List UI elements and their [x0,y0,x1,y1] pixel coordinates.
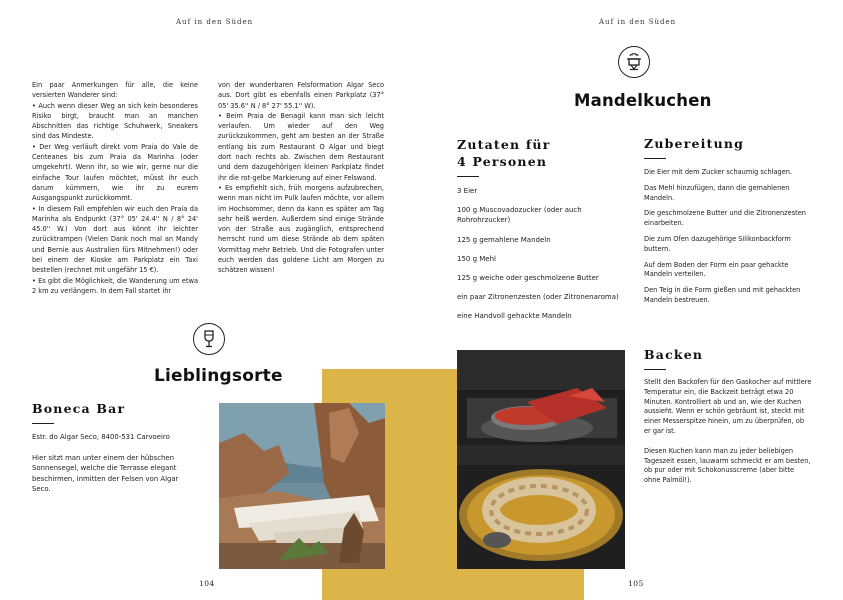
left-column-1 [32,80,198,296]
text-paragraph: • Beim Praia de Benagil kann man sich leicht verlaufen. Um wieder auf den Weg zurückzukommen, geht am besten an der Straße entlang bis zum Restaurant O Algar und biegt dort nach rechts ab. Zwischen dem Restaurant und dem dazugehörigen kleinen Parkplatz findet ihr die rot-gelbe Markierung auf einer Felswand. [218,111,384,182]
ingredients-heading: Zutaten für 4 Personen [457,137,551,169]
section-title: Lieblingsorte [154,366,283,386]
list-item: Den Teig in die Form gießen und mit gehackten Mandeln bestreuen. [644,286,801,304]
text-paragraph: • Der Weg verläuft direkt vom Praia do Vale de Centeanes bis zum Praia da Marinha (oder umgekehrt). Wenn ihr, so wie wir, gerne nur die einfache Tour laufen möchtet, müsst ihr euch darum kümmern, wie ihr zu eurem Ausgangspunkt zurückkommt. [32,142,198,203]
list-item: eine Handvoll gehackte Mandeln [457,312,572,321]
list-item: 125 g gemahlene Mandeln [457,235,551,244]
text-paragraph: • Es empfiehlt sich, früh morgens aufzubrechen, wenn man nicht im Pulk laufen möchte, vor allem im Hochsommer, denn da kann es später am Tag sehr heiß werden. Außerdem sind einige Strände von der Straße aus zugänglich, entsprechend herrscht rund um diese Strände ab dem späten Vormittag mehr Betrieb. Und die Fotografen unter euch werden das goldene Licht am Morgen zu schätzen wissen! [218,183,384,275]
list-item: 100 g Muscovadozucker (oder auch Rohrohrzucker) [457,206,582,225]
preparation-steps [644,168,814,312]
divider [644,369,666,370]
baking-text [644,378,812,492]
ingredients-list [457,186,622,331]
page-number-right: 105 [628,579,644,588]
coastal-rocks-photo [219,403,385,569]
text-paragraph: • Es gibt die Möglichkeit, die Wanderung um etwa 2 km zu verlängern. In dem Fall startet ihr [32,276,198,295]
list-item: 150 g Mehl [457,254,496,263]
text-paragraph: Ein paar Anmerkungen für alle, die keine versierten Wanderer sind: [32,81,198,100]
text-paragraph: von der wunderbaren Felsformation Algar Seco aus. Dort gibt es ebenfalls einen Parkplatz (37° 05' 35.6'' N / 8° 27' 55.1'' W). [218,81,384,110]
baking-heading: Backen [644,347,704,362]
left-column-2 [218,80,384,276]
list-item: Die Eier mit dem Zucker schaumig schlagen. [644,168,793,176]
ring-cake-on-stove-photo [457,350,625,569]
divider [457,176,479,177]
list-item: ein paar Zitronenzesten (oder Zitronenaroma) [457,293,619,302]
preparation-heading: Zubereitung [644,136,745,151]
place-name: Boneca Bar [32,401,126,416]
place-description: Hier sitzt man unter einem der hübschen Sonnensegel, welche die Terrasse elegant beschirmen, inmitten der Felsen von Algar Seco. [32,454,179,494]
list-item: Die zum Ofen dazugehörige Silikonbackform buttern. [644,234,791,253]
recipe-title: Mandelkuchen [574,91,712,110]
running-header-left: Auf in den Süden [176,18,254,26]
divider [32,423,54,424]
wine-glass-icon [193,323,225,355]
running-header-right: Auf in den Süden [599,18,677,26]
place-address: Estr. do Algar Seco, 8400-531 Carvoeiro [32,433,170,441]
list-item: 3 Eier [457,187,478,195]
text-paragraph: Stellt den Backofen für den Gaskocher auf mittlere Temperatur ein, die Backzeit beträgt etwa 20 Minuten. Kontrolliert ab und an, wie der Kuchen aussieht. Wenn er schön gebräunt ist, steckt mit einer Messerspitze hinein, um zu überprüfen, ob er gar ist. [644,378,812,435]
text-paragraph: • Auch wenn dieser Weg an sich kein besonderes Risiko birgt, braucht man an manchen Abschnitten das richtige Schuhwerk, Sneakers sind das Mindeste. [32,101,198,141]
text-paragraph: • In diesem Fall empfehlen wir euch den Praia da Marinha als Endpunkt (37° 05' 24.4'' N / 8° 24' 45.0'' W.) Von dort aus könnt ihr leichter zurücktrampen (Vielen Dank noch mal an Mandy und Bernie aus Australien fürs Mitnehmen!) oder bei einem der Kioske am Parkplatz ein Taxi bestellen (rechnet mit ungefähr 15 €). [32,204,198,275]
list-item: Die geschmolzene Butter und die Zitronenzesten einarbeiten. [644,209,806,228]
cooking-pot-icon [618,46,650,78]
list-item: Auf dem Boden der Form ein paar gehackte Mandeln verteilen. [644,260,789,279]
list-item: 125 g weiche oder geschmolzene Butter [457,274,599,283]
list-item: Das Mehl hinzufügen, dann die gemahlenen Mandeln. [644,183,790,202]
text-paragraph: Diesen Kuchen kann man zu jeder beliebigen Tageszeit essen, lauwarm schmeckt er am besten, ob pur oder mit Schokonusscreme (aber bitte ohne Palmöl!). [644,446,811,485]
divider [644,158,666,159]
page-number-left: 104 [199,579,215,588]
